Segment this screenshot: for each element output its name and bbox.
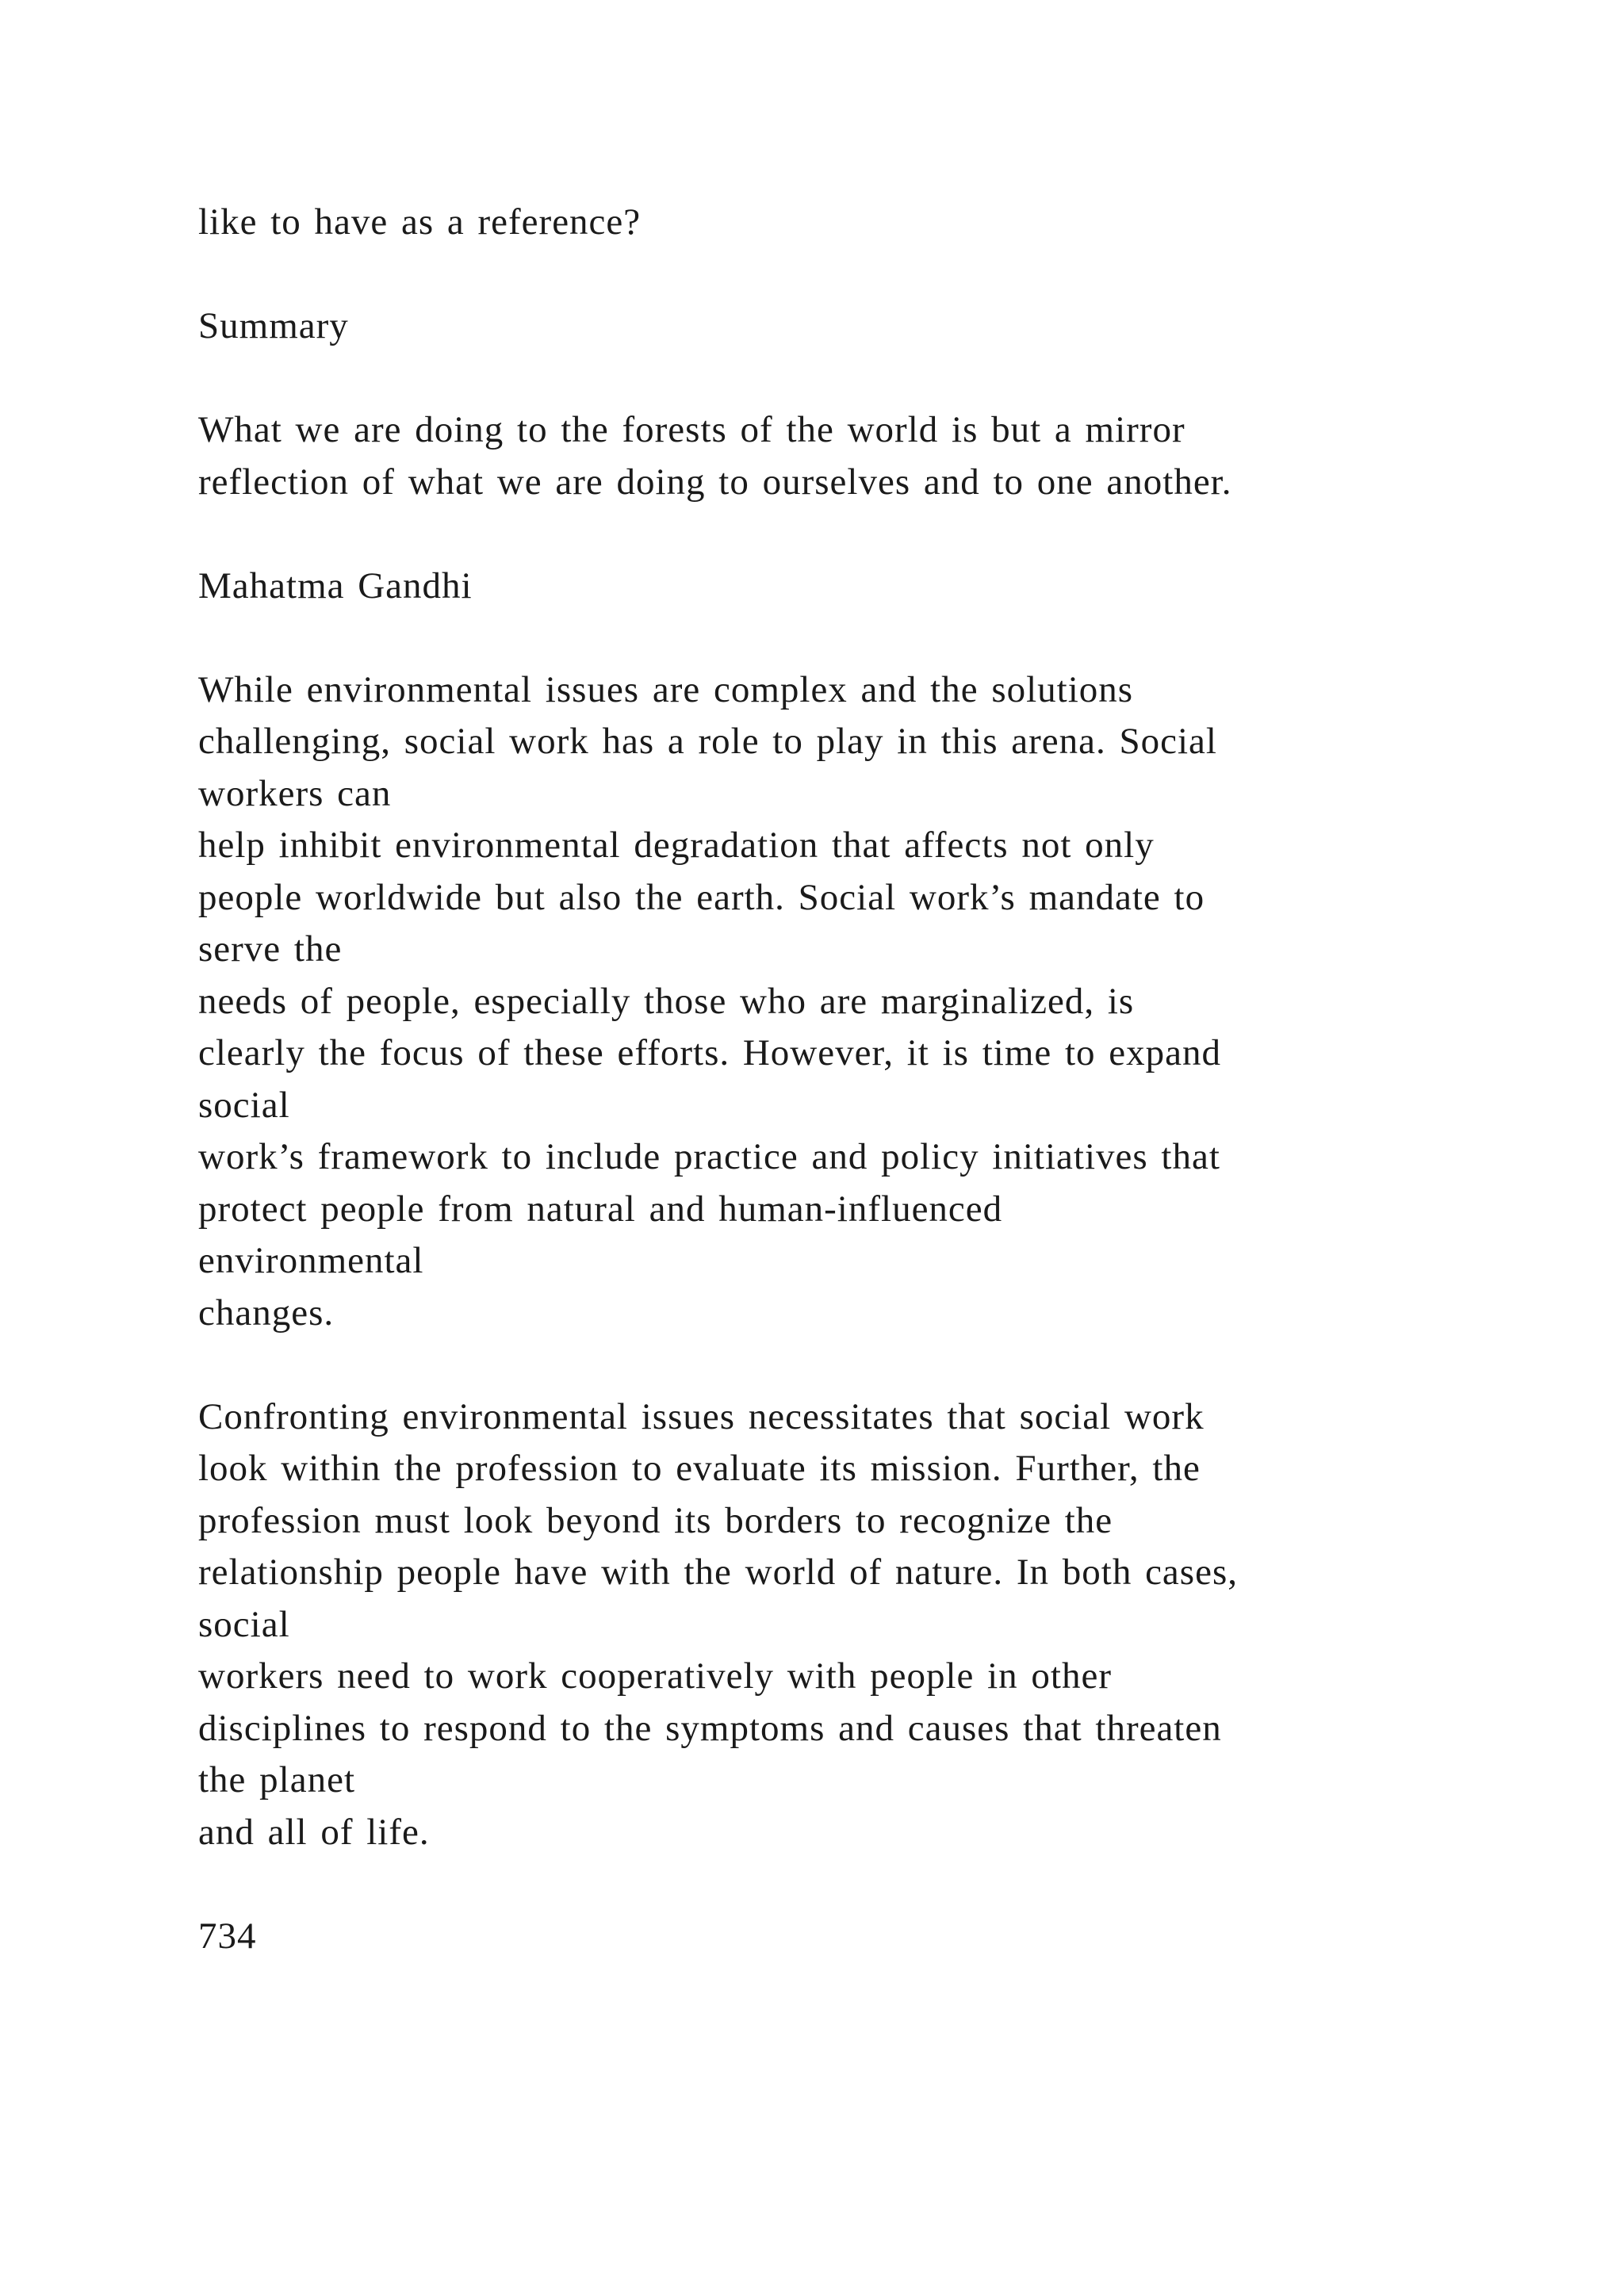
paragraph-line: protect people from natural and human-influenced [198, 1188, 1003, 1230]
spacer [198, 1858, 1499, 1911]
paragraph-line: help inhibit environmental degradation that affects not only [198, 825, 1155, 866]
quote-author: Mahatma Gandhi [198, 564, 473, 607]
paragraph-line: look within the profession to evaluate its mission. Further, the [198, 1448, 1201, 1489]
quote-line: What we are doing to the forests of the world is but a mirror [198, 409, 1185, 450]
paragraph-line: needs of people, especially those who are marginalized, is [198, 980, 1135, 1022]
spacer [198, 249, 1499, 301]
paragraph-line: social [198, 1084, 290, 1126]
section-heading: Summary [198, 305, 349, 346]
paragraph-line: workers need to work cooperatively with people in other [198, 1655, 1113, 1697]
paragraph-line: the planet [198, 1759, 356, 1800]
paragraph-line: and all of life. [198, 1811, 430, 1853]
paragraph-1 [198, 664, 1499, 1340]
paragraph-line: work’s framework to include practice and policy initiatives that [198, 1136, 1220, 1177]
paragraph-line: serve the [198, 928, 343, 970]
paragraph-line: challenging, social work has a role to play in this arena. Social [198, 721, 1217, 762]
paragraph-line: clearly the focus of these efforts. However, it is time to expand [198, 1032, 1222, 1073]
paragraph-line: disciplines to respond to the symptoms and causes that threaten [198, 1707, 1222, 1749]
paragraph-2 [198, 1391, 1499, 1859]
paragraph-line: social [198, 1603, 290, 1645]
paragraph-line: people worldwide but also the earth. Social work’s mandate to [198, 876, 1205, 918]
epigraph-quote [198, 404, 1499, 508]
page-text [198, 197, 1499, 1962]
spacer [198, 508, 1499, 561]
spacer [198, 612, 1499, 664]
page-number: 734 [198, 1915, 257, 1957]
paragraph-line: environmental [198, 1240, 424, 1281]
spacer [198, 353, 1499, 405]
paragraph-line: workers can [198, 772, 392, 814]
quote-line: reflection of what we are doing to ourselves and to one another. [198, 461, 1232, 503]
paragraph-line: Confronting environmental issues necessitates that social work [198, 1395, 1205, 1437]
spacer [198, 1339, 1499, 1391]
paragraph-line: relationship people have with the world of nature. In both cases, [198, 1552, 1238, 1593]
opening-line: like to have as a reference? [198, 201, 642, 243]
paragraph-line: changes. [198, 1292, 335, 1334]
paragraph-line: profession must look beyond its borders to recognize the [198, 1499, 1113, 1541]
paragraph-line: While environmental issues are complex and the solutions [198, 668, 1134, 710]
